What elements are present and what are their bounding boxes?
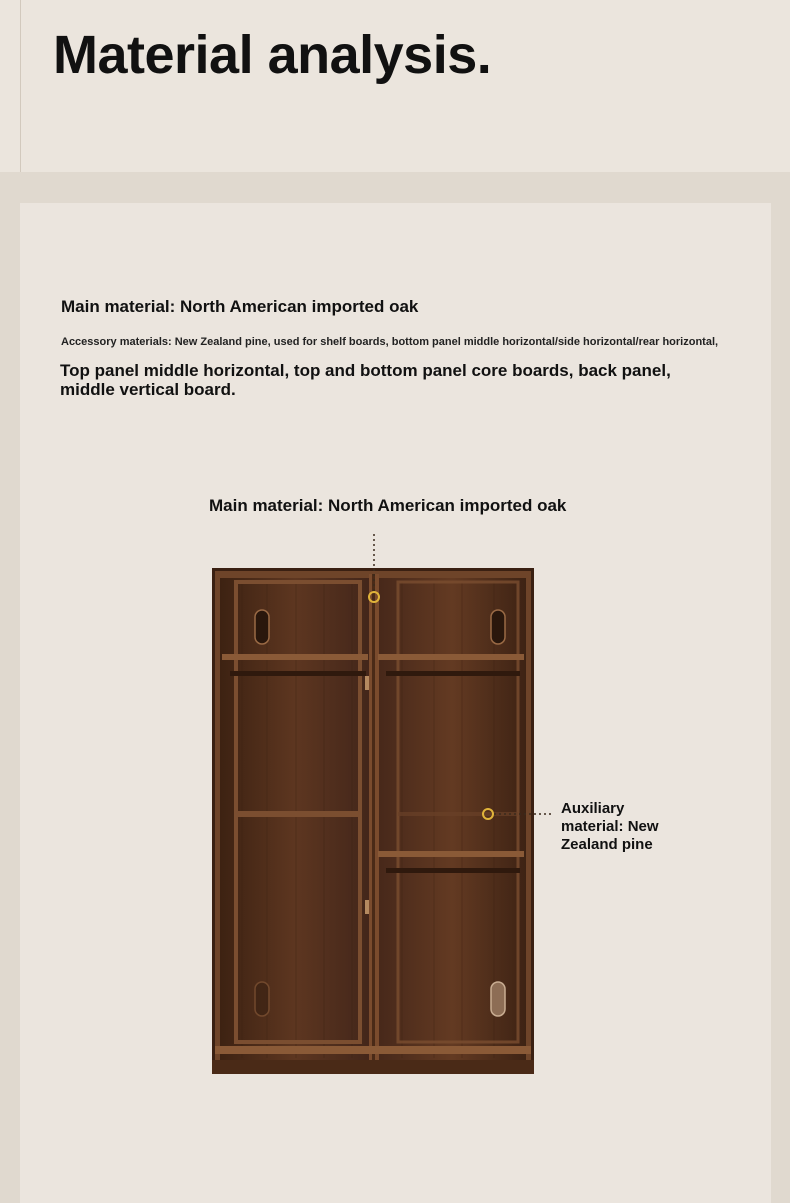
- aux-material-callout: Auxiliary material: New Zealand pine: [561, 800, 659, 853]
- accessory-materials-text: Accessory materials: New Zealand pine, used for shelf boards, bottom panel middle horizontal/side horizontal/rear horizontal,: [61, 336, 719, 348]
- accessory-materials-continued-text: Top panel middle horizontal, top and bottom panel core boards, back panel, middle vertical board.: [60, 361, 671, 399]
- main-material-text: Main material: North American imported oak: [61, 297, 419, 316]
- page-title: Material analysis.: [53, 25, 492, 85]
- wardrobe-illustration: [212, 568, 534, 1074]
- main-material-callout: Main material: North American imported oak: [209, 496, 567, 515]
- header-divider: [20, 0, 21, 172]
